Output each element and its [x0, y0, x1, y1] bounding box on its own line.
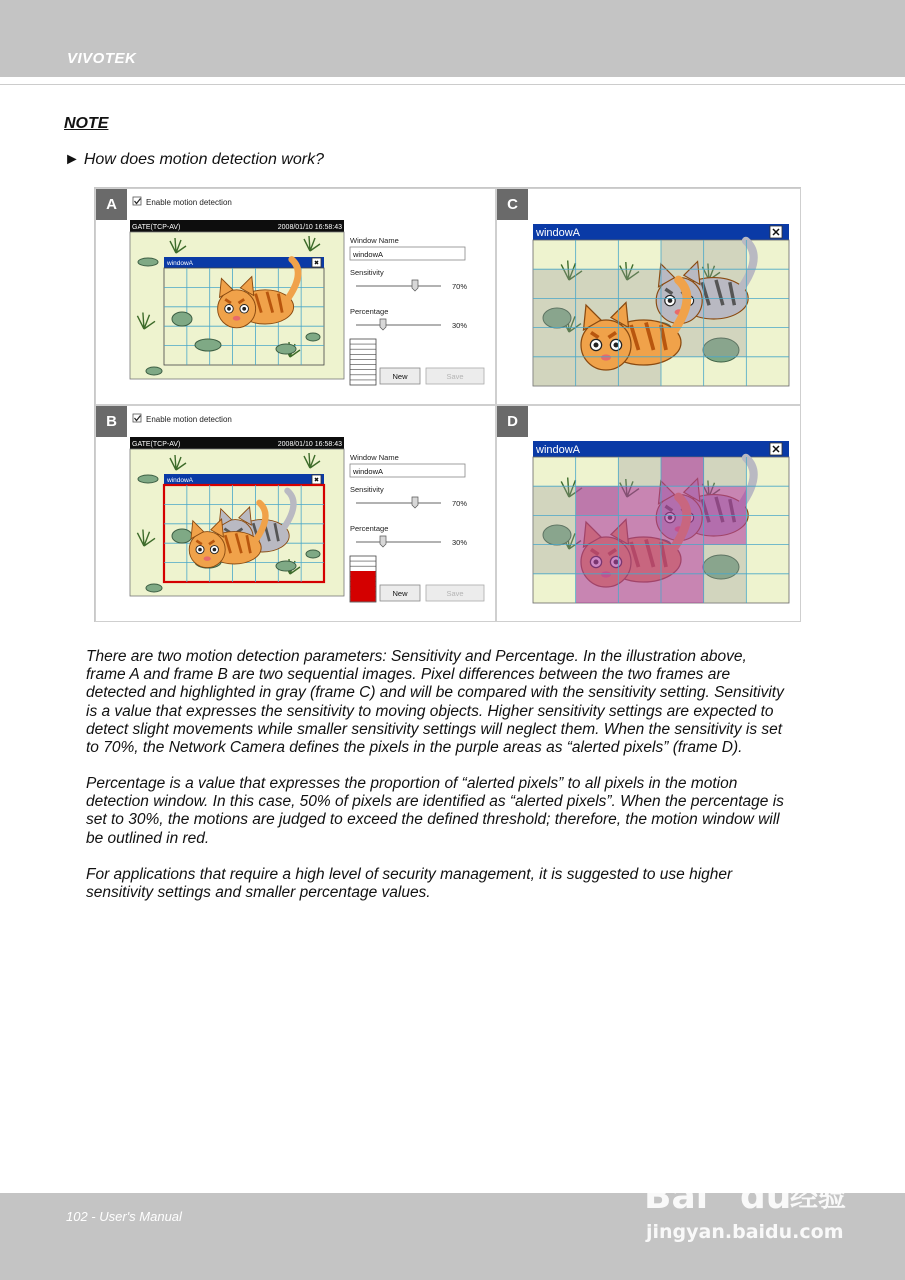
alerted-pixel-cell: [661, 457, 704, 486]
alerted-pixel-cell: [576, 574, 619, 603]
sensitivity-thumb: [412, 280, 418, 291]
kitten-pupil: [242, 307, 246, 311]
footer-page-label: 102 - User's Manual: [66, 1209, 182, 1224]
paragraph-line: frame A and frame B are two sequential images. Pixel differences between the two frames are: [86, 666, 731, 684]
note-title: NOTE: [64, 115, 109, 132]
watermark-brand-suffix: du: [740, 1176, 792, 1217]
panel-letter-badge: A: [96, 189, 127, 220]
alerted-pixel-cell: [576, 486, 619, 515]
gray-diff-cell: [704, 574, 747, 603]
percentage-thumb: [380, 319, 386, 330]
gray-diff-cell: [533, 298, 576, 327]
gray-diff-cell: [576, 269, 619, 298]
rock: [138, 258, 158, 266]
paragraph-2: [86, 775, 840, 848]
paragraph-line: There are two motion detection parameters: Sensitivity and Percentage. In the illustration above,: [86, 648, 747, 665]
stream-label: GATE(TCP-AV): [132, 441, 181, 448]
window-title: windowA: [536, 444, 581, 456]
baidu-watermark: [640, 1140, 870, 1250]
watermark-cn: 经验: [790, 1180, 847, 1213]
alerted-pixel-cell: [618, 486, 661, 515]
percentage-label: Percentage: [350, 307, 389, 316]
close-icon: [315, 261, 318, 264]
panel-letter-badge: B: [96, 406, 127, 437]
stream-label: GATE(TCP-AV): [132, 224, 181, 231]
alerted-pixel-cell: [661, 545, 704, 574]
gray-diff-cell: [533, 328, 576, 357]
window-name-label: Window Name: [350, 236, 399, 245]
rock: [172, 312, 192, 326]
meter-frame: [350, 339, 376, 385]
rock: [146, 584, 162, 592]
gray-diff-cell: [704, 457, 747, 486]
gray-diff-cell: [618, 269, 661, 298]
alerted-pixel-cell: [704, 486, 747, 515]
header-brand: VIVOTEK: [67, 50, 137, 67]
sensitivity-label: Sensitivity: [350, 268, 384, 277]
watermark-url: jingyan.baidu.com: [646, 1221, 844, 1243]
paragraph-line: detection window. In this case, 50% of pixels are identified as “alerted pixels”. When the percentage is: [86, 793, 784, 811]
save-button-label: Save: [446, 372, 464, 381]
paragraph-line: to 70%, the Network Camera defines the pixels in the purple areas as “alerted pixels” (frame D).: [86, 739, 743, 757]
save-button-label: Save: [446, 589, 464, 598]
window-title: windowA: [167, 477, 194, 484]
meter-fill: [351, 571, 376, 602]
activity-meter: [350, 339, 376, 385]
kitten-nose: [601, 354, 611, 360]
settings-screenshot: [96, 189, 496, 405]
gray-diff-cell: [533, 515, 576, 544]
window-name-value: windowA: [353, 250, 384, 259]
rock: [195, 339, 221, 351]
kitten-nose: [204, 556, 211, 561]
panel-letter-badge: C: [497, 189, 528, 220]
alerted-pixel-cell: [704, 515, 747, 544]
gray-diff-cell: [618, 457, 661, 486]
panel-b: [95, 405, 496, 622]
kitten-pupil: [227, 307, 231, 311]
gray-diff-cell: [533, 486, 576, 515]
panel-letter-badge: D: [497, 406, 528, 437]
paragraph-1: [86, 648, 840, 757]
rock: [276, 344, 296, 354]
alerted-pixel-cell: [661, 486, 704, 515]
paragraph-3: [86, 866, 840, 902]
alerted-pixel-cell: [618, 545, 661, 574]
paragraph-line: is a value that expresses the sensitivity to moving objects. Higher sensitivity settings are expected to: [86, 702, 774, 720]
percentage-thumb: [380, 536, 386, 547]
kitten-pupil: [614, 343, 619, 348]
window-name-label: Window Name: [350, 453, 399, 462]
alerted-pixel-cell: [618, 574, 661, 603]
paragraph-line: sensitivity settings and smaller percentage values.: [86, 884, 431, 902]
window-title: windowA: [536, 227, 581, 239]
sensitivity-value: 70%: [452, 282, 468, 291]
settings-screenshot: [96, 406, 496, 622]
kitten-pupil: [213, 548, 217, 552]
paragraph-line: set to 30%, the motions are judged to exceed the defined threshold; therefore, the motion window will: [86, 811, 780, 829]
sensitivity-thumb: [412, 497, 418, 508]
header-divider: [0, 84, 905, 85]
close-icon: [315, 478, 318, 481]
panel-d: [496, 405, 801, 622]
sensitivity-value: 70%: [452, 499, 468, 508]
kitten-pupil: [668, 298, 673, 303]
gray-diff-cell: [704, 545, 747, 574]
sensitivity-label: Sensitivity: [350, 485, 384, 494]
alerted-pixel-cell: [661, 574, 704, 603]
rock: [138, 475, 158, 483]
window-title: windowA: [167, 260, 194, 267]
paragraph-line: detect slight movements while smaller sensitivity settings will neglect them. When the sensitivity is set: [86, 720, 783, 738]
kitten-pupil: [198, 548, 202, 552]
alerted-pixel-cell: [661, 515, 704, 544]
zoom-screenshot: [497, 406, 801, 622]
watermark-brand: Bai: [644, 1176, 709, 1217]
alerted-pixel-cell: [576, 515, 619, 544]
timestamp-label: 2008/01/10 16:58:43: [277, 224, 342, 231]
panel-a: [95, 188, 496, 405]
motion-detection-figure: [94, 187, 801, 622]
play-arrow-icon: ►: [64, 151, 80, 168]
alerted-pixel-cell: [618, 515, 661, 544]
zoom-screenshot: [497, 189, 801, 405]
paragraph-line: For applications that require a high level of security management, it is suggested to use higher: [86, 866, 733, 883]
gray-diff-cell: [704, 328, 747, 357]
paragraph-line: be outlined in red.: [86, 829, 210, 847]
new-button-label: New: [392, 372, 408, 381]
gray-diff-cell: [533, 545, 576, 574]
panel-c: [496, 188, 801, 405]
note-question: [64, 151, 324, 169]
percentage-value: 30%: [452, 321, 468, 330]
rock: [306, 333, 320, 341]
enable-motion-label: Enable motion detection: [146, 415, 232, 424]
paragraph-line: detected and highlighted in gray (frame C) and will be compared with the sensitivity setting. Sensitivity: [86, 684, 784, 702]
question-text: How does motion detection work?: [83, 151, 324, 168]
new-button-label: New: [392, 589, 408, 598]
paragraph-line: Percentage is a value that expresses the proportion of “alerted pixels” to all pixels in the motion: [86, 775, 738, 792]
rock: [146, 367, 162, 375]
kitten-nose: [233, 316, 241, 321]
activity-meter: [350, 556, 376, 602]
window-name-value: windowA: [353, 467, 384, 476]
percentage-value: 30%: [452, 538, 468, 547]
timestamp-label: 2008/01/10 16:58:43: [277, 441, 342, 448]
gray-diff-cell: [533, 269, 576, 298]
enable-motion-label: Enable motion detection: [146, 198, 232, 207]
rock: [276, 561, 296, 571]
gray-diff-cell: [704, 240, 747, 269]
rock: [306, 550, 320, 558]
kitten-pupil: [594, 343, 599, 348]
rock: [172, 529, 192, 543]
gray-diff-cell: [533, 357, 576, 386]
alerted-pixel-cell: [576, 545, 619, 574]
percentage-label: Percentage: [350, 524, 389, 533]
